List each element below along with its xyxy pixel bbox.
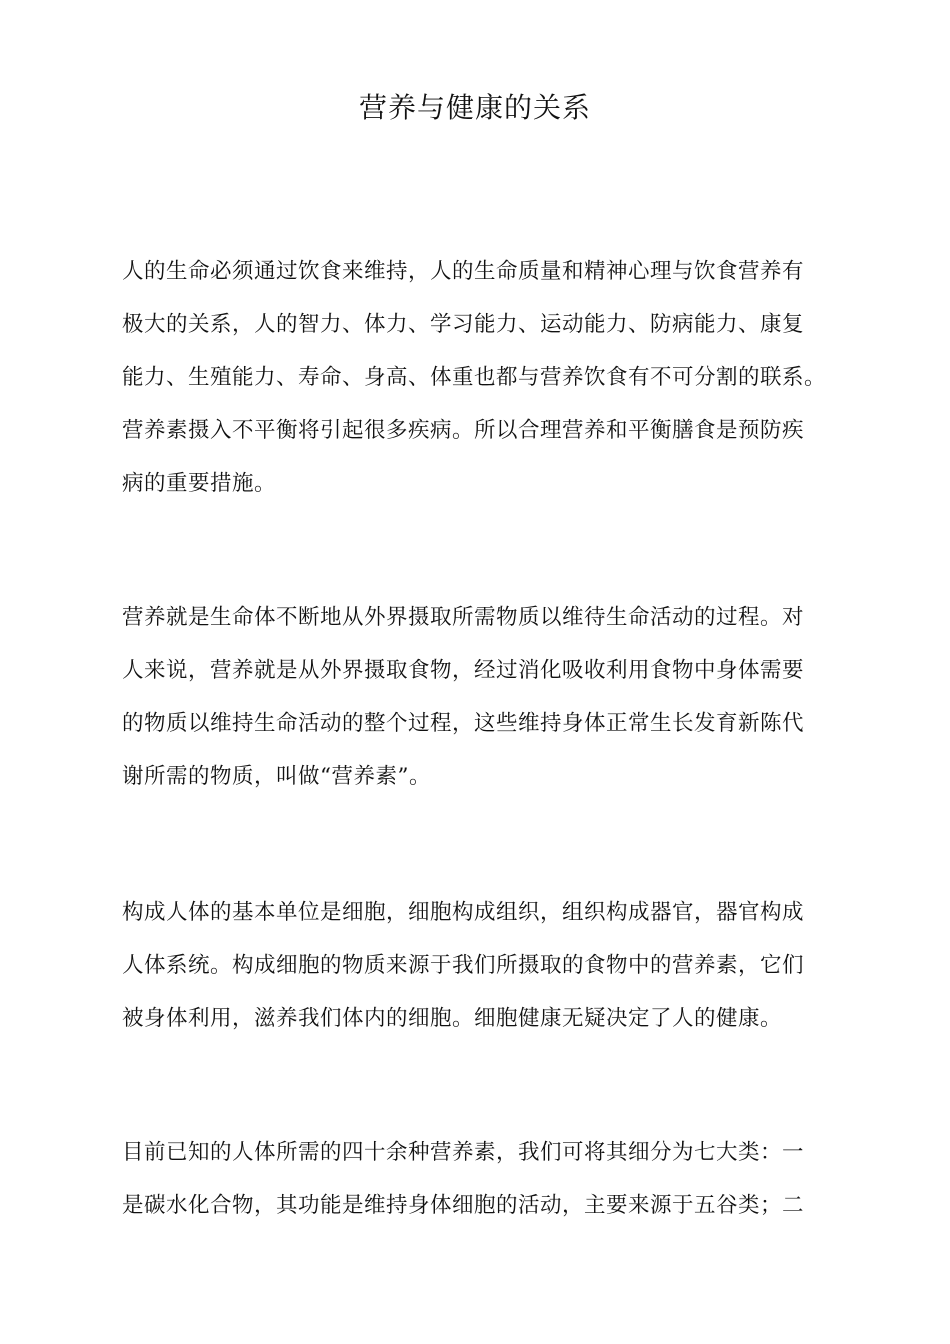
paragraph-2 xyxy=(122,591,842,803)
paragraph-line: 极大的关系，人的智力、体力、学习能力、运动能力、防病能力、康复 xyxy=(122,312,805,337)
paragraph-3 xyxy=(122,886,842,1045)
paragraph-line: 营养就是生命体不断地从外界摄取所需物质以维待生命活动的过程。对 xyxy=(122,605,805,630)
paragraph-line: 谢所需的物质，叫做“营养素”。 xyxy=(122,764,431,789)
document-title: 营养与健康的关系 xyxy=(358,91,591,124)
paragraph-line: 营养素摄入不平衡将引起很多疾病。所以合理营养和平衡膳食是预防疾 xyxy=(122,418,805,443)
paragraph-line: 构成人体的基本单位是细胞，细胞构成组织，组织构成器官，器官构成 xyxy=(122,900,805,925)
paragraph-4 xyxy=(122,1126,842,1232)
paragraph-line: 人的生命必须通过饮食来维持，人的生命质量和精神心理与饮食营养有 xyxy=(122,259,805,284)
paragraph-line: 能力、生殖能力、寿命、身高、体重也都与营养饮食有不可分割的联系。 xyxy=(122,365,827,390)
paragraph-line: 是碳水化合物，其功能是维持身体细胞的活动，主要来源于五谷类；二 xyxy=(122,1193,805,1218)
paragraph-line: 病的重要措施。 xyxy=(122,471,277,496)
paragraph-line: 目前已知的人体所需的四十余种营养素，我们可将其细分为七大类：一 xyxy=(122,1140,805,1165)
paragraph-line: 的物质以维持生命活动的整个过程，这些维持身体正常生长发育新陈代 xyxy=(122,711,805,736)
paragraph-line: 人来说，营养就是从外界摄取食物，经过消化吸收利用食物中身体需要 xyxy=(122,658,805,683)
paragraph-1 xyxy=(122,245,842,510)
paragraph-line: 人体系统。构成细胞的物质来源于我们所摄取的食物中的营养素，它们 xyxy=(122,953,805,978)
paragraph-line: 被身体利用，滋养我们体内的细胞。细胞健康无疑决定了人的健康。 xyxy=(122,1006,783,1031)
